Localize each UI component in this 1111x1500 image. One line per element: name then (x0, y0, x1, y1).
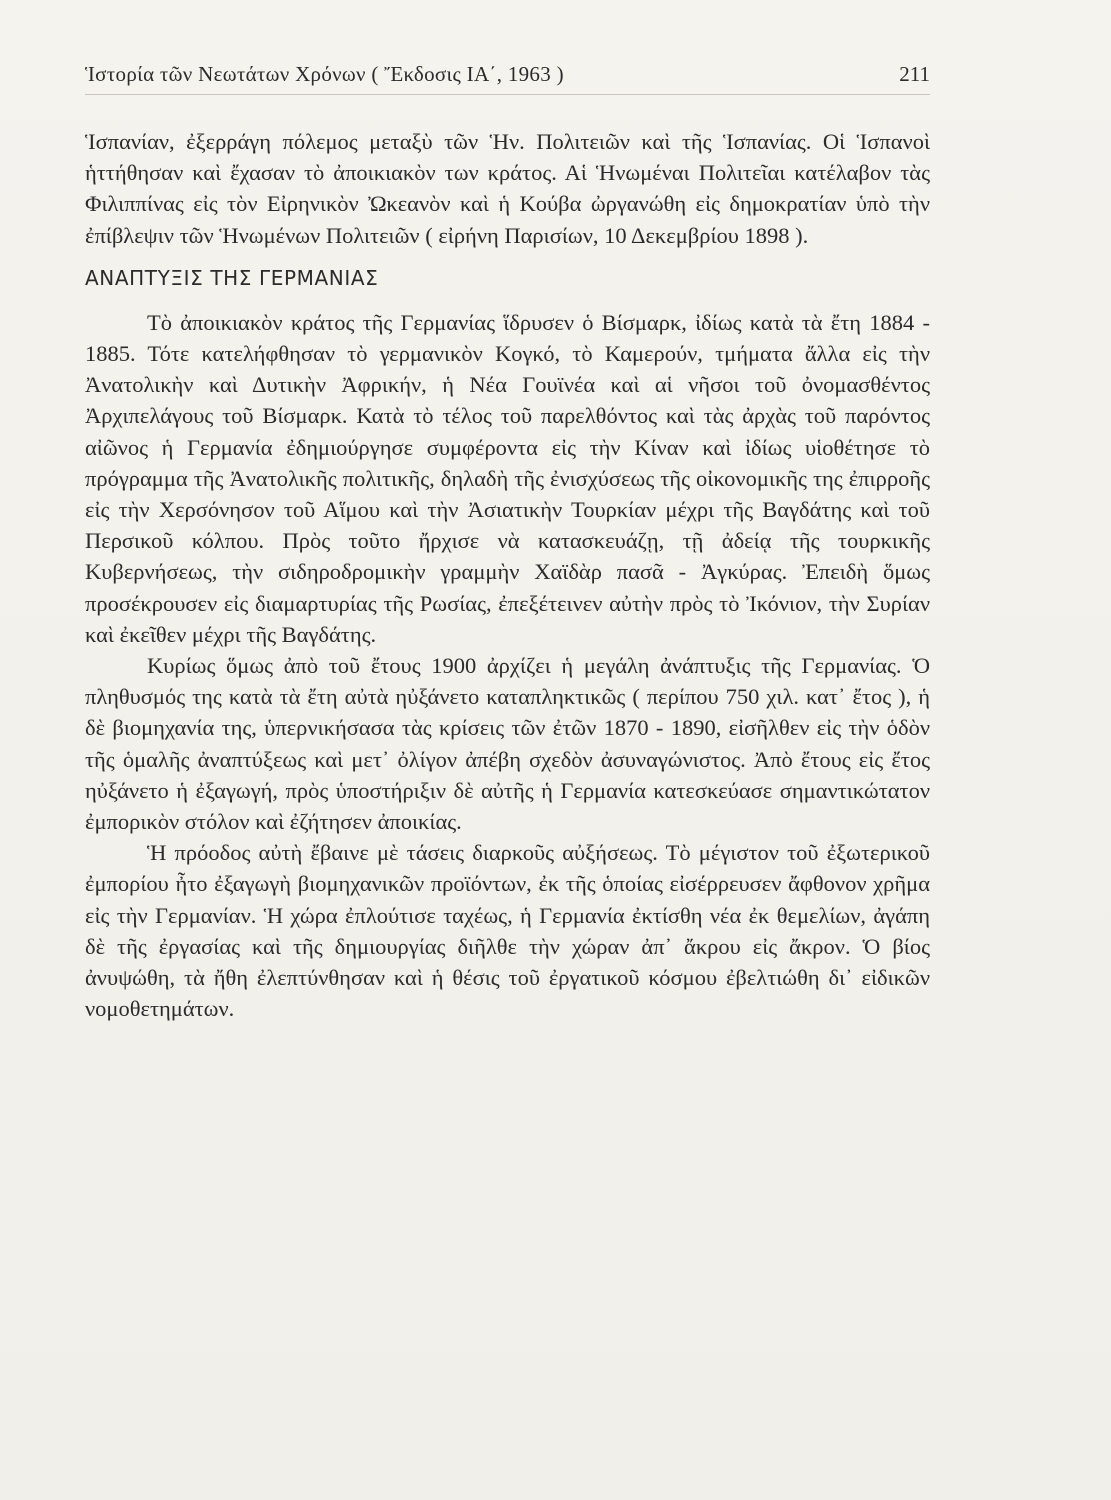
body-text (85, 126, 930, 1024)
paragraph-1: Τὸ ἀποικιακὸν κράτος τῆς Γερμανίας ἵδρυσεν ὁ Βίσμαρκ, ἰδίως κατὰ τὰ ἔτη 1884 - 1885. Τότε κατελήφθησαν τὸ γερμανικὸν Κογκό, τὸ Καμερούν, τμήματα ἄλλα εἰς τὴν Ἀνατολικὴν καὶ Δυτικὴν Ἀφρικήν, ἡ Νέα Γουϊνέα καὶ αἱ νῆσοι τοῦ ὀνομασθέντος Ἀρχιπελάγους τοῦ Βίσμαρκ. Κατὰ τὸ τέλος τοῦ παρελθόντος καὶ τὰς ἀρχὰς τοῦ παρόντος αἰῶνος ἡ Γερμανία ἐδημιούργησε συμφέροντα εἰς τὴν Κίναν καὶ ἰδίως υἱοθέτησε τὸ πρόγραμμα τῆς Ἀνατολικῆς πολιτικῆς, δηλαδὴ τῆς ἐνισχύσεως τῆς οἰκονομικῆς της ἐπιρροῆς εἰς τὴν Χερσόνησον τοῦ Αἵμου καὶ τὴν Ἀσιατικὴν Τουρκίαν μέχρι τῆς Βαγδάτης καὶ τοῦ Περσικοῦ κόλπου. Πρὸς τοῦτο ἤρχισε νὰ κατασκευάζῃ, τῇ ἀδείᾳ τῆς τουρκικῆς Κυβερνήσεως, τὴν σιδηροδρομικὴν γραμμὴν Χαϊδὰρ πασᾶ - Ἀγκύρας. Ἐπειδὴ ὅμως προσέκρουσεν εἰς διαμαρτυρίας τῆς Ρωσίας, ἐπεξέτεινεν αὐτὴν πρὸς τὸ Ἰκόνιον, τὴν Συρίαν καὶ ἐκεῖθεν μέχρι τῆς Βαγδάτης. (85, 309, 930, 647)
paragraph-2: Κυρίως ὅμως ἀπὸ τοῦ ἔτους 1900 ἀρχίζει ἡ μεγάλη ἀνάπτυξις τῆς Γερμανίας. Ὁ πληθυσμός της κατὰ τὰ ἔτη αὐτὰ ηὐξάνετο καταπληκτικῶς ( περίπου 750 χιλ. κατ᾽ ἔτος ), ἡ δὲ βιομηχανία της, ὑπερνικήσασα τὰς κρίσεις τῶν ἐτῶν 1870 - 1890, εἰσῆλθεν εἰς τὴν ὁδὸν τῆς ὁμαλῆς ἀναπτύξεως καὶ μετ᾽ ὀλίγον ἀπέβη σχεδὸν ἀσυναγώνιστος. Ἀπὸ ἔτους εἰς ἔτος ηὐξάνετο ἡ ἐξαγωγή, πρὸς ὑποστήριξιν δὲ αὐτῆς ἡ Γερμανία κατεσκεύασε σημαντικώτατον ἐμπορικὸν στόλον καὶ ἐζήτησεν ἀποικίας. (85, 653, 930, 835)
intro-paragraph: Ἱσπανίαν, ἐξερράγη πόλεμος μεταξὺ τῶν Ἡν. Πολιτειῶν καὶ τῆς Ἱσπανίας. Οἱ Ἱσπανοὶ ἡττήθησαν καὶ ἔχασαν τὸ ἀποικιακὸν των κράτος. Αἱ Ἡνωμέναι Πολιτεῖαι κατέλαβον τὰς Φιλιππίνας εἰς τὸν Εἰρηνικὸν Ὠκεανὸν καὶ ἡ Κούβα ὠργανώθη εἰς δημοκρατίαν ὑπὸ τὴν ἐπίβλεψιν τῶν Ἡνωμένων Πολιτειῶν ( εἰρήνη Παρισίων, 10 Δεκεμβρίου 1898 ). (85, 129, 930, 248)
running-title: Ἱστορία τῶν Νεωτάτων Χρόνων ( Ἔκδοσις ΙΑ΄, 1963 ) (85, 62, 564, 86)
paragraph-3: Ἡ πρόοδος αὐτὴ ἔβαινε μὲ τάσεις διαρκοῦς αὐξήσεως. Τὸ μέγιστον τοῦ ἐξωτερικοῦ ἐμπορίου ἦτο ἐξαγωγὴ βιομηχανικῶν προϊόντων, ἐκ τῆς ὁποίας εἰσέρρευσεν ἄφθονον χρῆμα εἰς τὴν Γερμανίαν. Ἡ χώρα ἐπλούτισε ταχέως, ἡ Γερμανία ἐκτίσθη νέα ἐκ θεμελίων, ἀγάπη δὲ τῆς ἐργασίας καὶ τῆς δημιουργίας διῆλθε τὴν χώραν ἀπ᾽ ἄκρου εἰς ἄκρον. Ὁ βίος ἀνυψώθη, τὰ ἤθη ἐλεπτύνθησαν καὶ ἡ θέσις τοῦ ἐργατικοῦ κόσμου ἐβελτιώθη δι᾽ εἰδικῶν νομοθετημάτων. (85, 840, 930, 1022)
running-head (85, 62, 930, 92)
section-heading: ΑΝΑΠΤΥΞΙΣ ΤΗΣ ΓΕΡΜΑΝΙΑΣ (85, 265, 379, 290)
header-divider (85, 94, 930, 95)
page-number: 211 (899, 62, 930, 86)
